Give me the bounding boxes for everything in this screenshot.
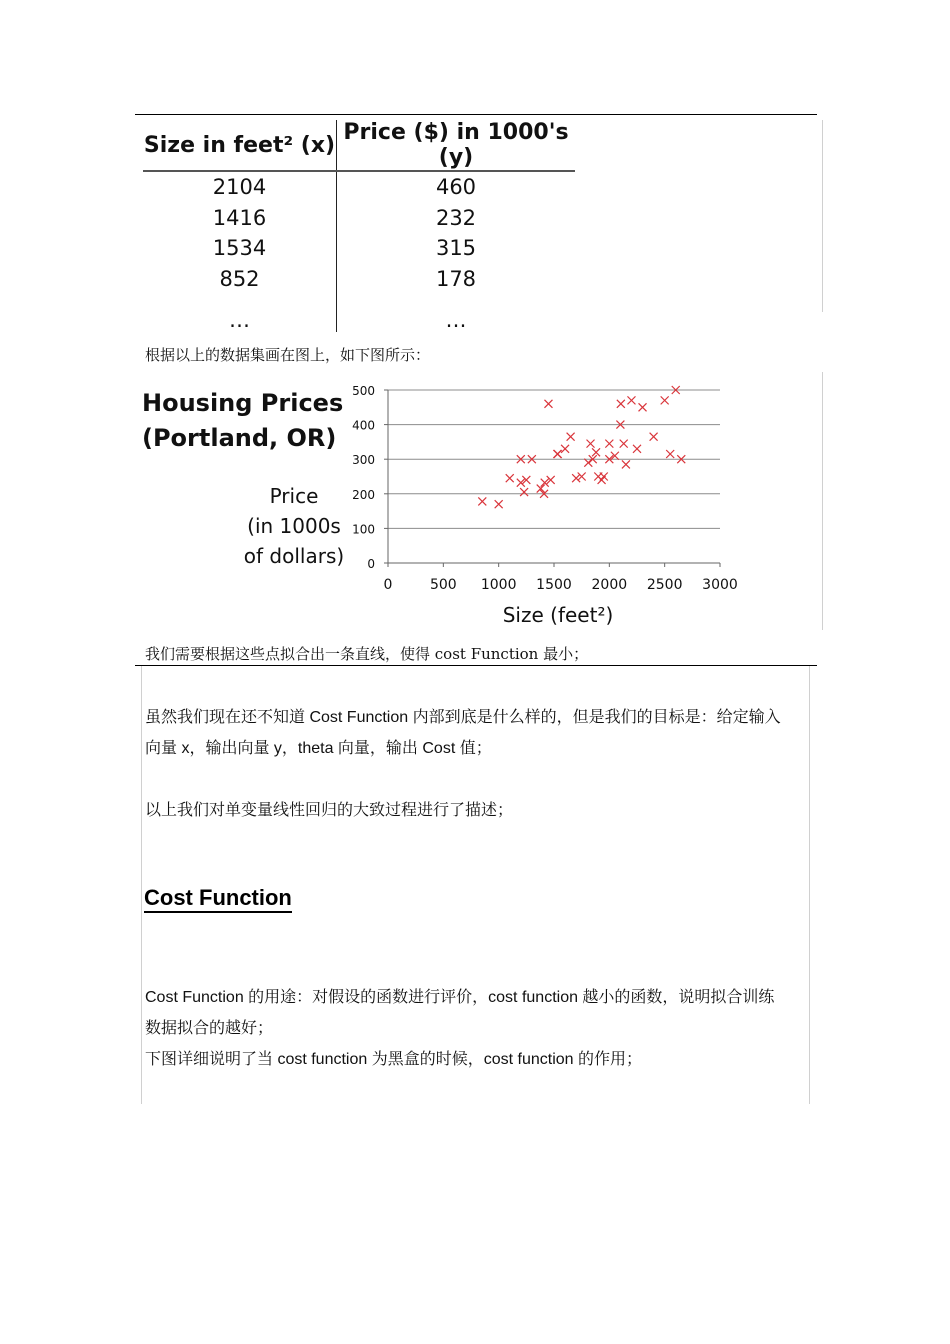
paragraph-goal-line-2: 向量 x，输出向量 y，theta 向量，输出 Cost 值； <box>145 740 492 757</box>
housing-data-table <box>143 120 575 332</box>
data-point <box>587 440 595 448</box>
size-cell: 1534 <box>143 233 337 264</box>
data-point <box>627 396 635 404</box>
housing-scatter-chart <box>340 372 745 634</box>
price-cell: 460 <box>435 175 477 200</box>
table-header-row <box>143 120 575 171</box>
price-cell-ellipsis: … <box>445 308 467 332</box>
data-point <box>600 473 608 481</box>
paragraph-purpose-line-1: Cost Function 的用途：对假设的函数进行评价，cost function 越小的函数，说明拟合训练 <box>145 989 775 1006</box>
data-point <box>554 450 562 458</box>
data-point <box>561 445 569 453</box>
grid-layer <box>388 390 720 528</box>
paragraph-purpose-line-2: 数据拟合的越好； <box>145 1020 274 1037</box>
y-tick-label: 0 <box>367 557 375 571</box>
y-axis-label-line-1: Price <box>269 484 319 508</box>
column-header-price: Price ($) in 1000's (y) <box>337 120 576 171</box>
right-border-top <box>822 120 823 312</box>
paragraph-goal-line-1: 虽然我们现在还不知道 Cost Function 内部到底是什么样的，但是我们的目标是：给定输入 <box>145 709 781 726</box>
price-cell: 315 <box>435 236 477 261</box>
size-cell: 852 <box>143 264 337 295</box>
size-cell-ellipsis: … <box>143 294 337 332</box>
y-axis-label-line-3: of dollars) <box>243 544 345 568</box>
data-point <box>478 497 486 505</box>
data-point <box>544 400 552 408</box>
data-point <box>506 474 514 482</box>
x-tick-label: 1000 <box>480 577 517 593</box>
x-tick-label: 2000 <box>591 577 628 593</box>
price-cell: 232 <box>435 205 477 230</box>
table-row <box>143 233 575 264</box>
paragraph-summary: 以上我们对单变量线性回归的大致过程进行了描述； <box>145 802 514 819</box>
data-point <box>617 400 625 408</box>
top-rule <box>135 114 817 115</box>
table-row <box>143 264 575 295</box>
data-point <box>572 474 580 482</box>
right-border-lower <box>809 666 810 1104</box>
y-tick-label: 500 <box>352 384 375 398</box>
x-tick-label: 0 <box>383 577 393 593</box>
table-row <box>143 294 575 332</box>
chart-title <box>142 386 343 456</box>
chart-title-line-1: Housing Prices <box>142 389 344 417</box>
bottom-rule <box>135 665 817 666</box>
paragraph-blackbox: 下图详细说明了当 cost function 为黑盒的时候，cost function 的作用； <box>145 1051 642 1068</box>
column-header-size: Size in feet² (x) <box>143 120 337 171</box>
caption-fit-line: 我们需要根据这些点拟合出一条直线，使得 cost Function 最小； <box>145 645 589 663</box>
data-point <box>650 433 658 441</box>
data-point-layer <box>478 386 685 508</box>
data-point <box>537 485 545 493</box>
size-cell: 2104 <box>143 171 337 203</box>
section-heading-cost-function: Cost Function <box>144 885 292 913</box>
data-point <box>520 488 528 496</box>
data-point <box>622 460 630 468</box>
price-cell: 178 <box>435 266 477 291</box>
table-row <box>143 171 575 203</box>
size-cell: 1416 <box>143 203 337 234</box>
y-tick-label: 400 <box>352 418 375 433</box>
table-row <box>143 203 575 234</box>
data-point <box>633 445 641 453</box>
data-point <box>495 500 503 508</box>
data-point <box>666 450 674 458</box>
tick-label-layer <box>352 384 738 593</box>
x-tick-label: 500 <box>429 577 457 593</box>
data-point <box>620 440 628 448</box>
data-point <box>578 473 586 481</box>
left-border-lower <box>141 666 142 1104</box>
data-point <box>567 433 575 441</box>
y-tick-label: 300 <box>352 453 375 468</box>
y-tick-label: 100 <box>352 522 375 537</box>
data-point <box>605 440 613 448</box>
x-tick-label: 1500 <box>536 577 572 593</box>
y-axis-label-line-2: (in 1000s <box>247 514 341 538</box>
data-point <box>639 403 647 411</box>
x-axis-label: Size (feet²) <box>502 603 614 627</box>
data-point <box>661 396 669 404</box>
caption-dataset-plot: 根据以上的数据集画在图上，如下图所示： <box>145 346 431 364</box>
data-point <box>584 459 592 467</box>
chart-title-line-2: (Portland, OR) <box>142 424 337 452</box>
y-tick-label: 200 <box>352 487 375 502</box>
x-tick-label: 3000 <box>702 577 738 593</box>
x-tick-label: 2500 <box>646 577 683 593</box>
right-border-mid <box>822 372 823 630</box>
